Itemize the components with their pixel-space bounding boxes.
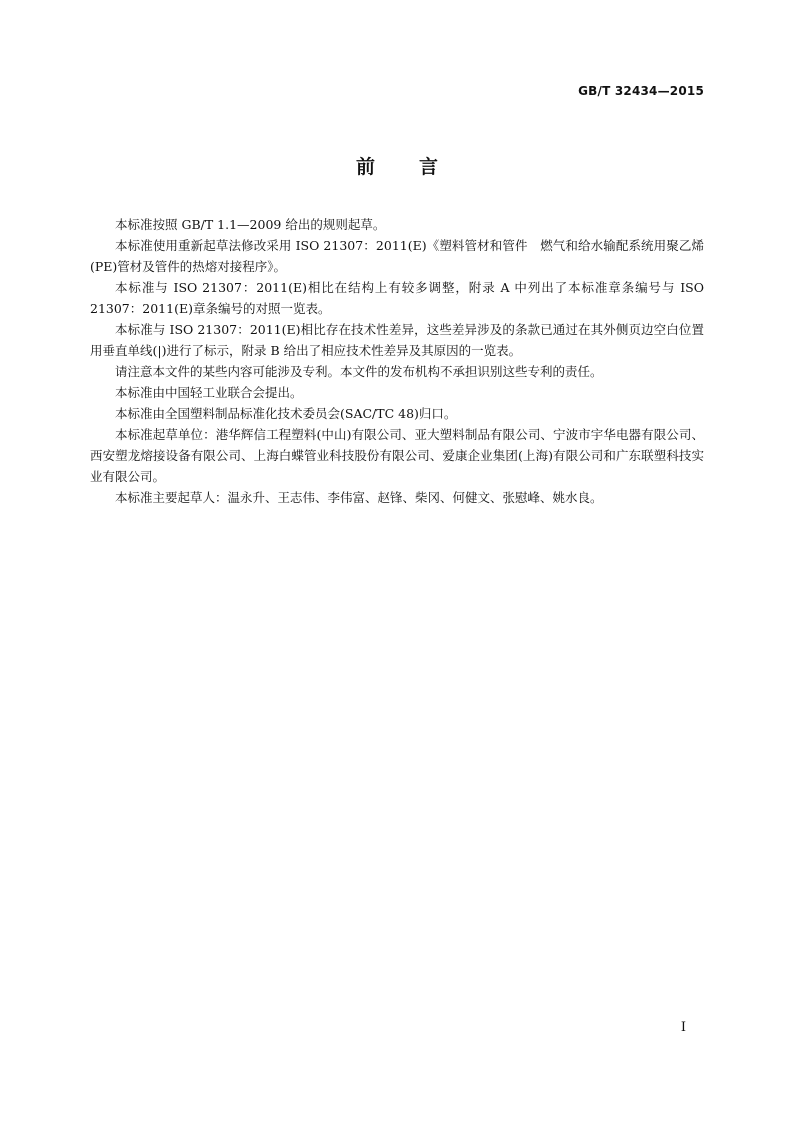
page-number: I: [680, 1020, 686, 1035]
paragraph-technical-differences: 本标准与 ISO 21307：2011(E)相比存在技术性差异，这些差异涉及的条款已通过在其外侧页边空白位置用垂直单线(|)进行了标示，附录 B 给出了相应技术性差异及其原因的一览表。: [90, 322, 704, 358]
page-title: 前言: [355, 156, 482, 178]
paragraph-drafting-rules: 本标准按照 GB/T 1.1—2009 给出的规则起草。: [115, 217, 386, 232]
paragraph-adoption: 本标准使用重新起草法修改采用 ISO 21307：2011(E)《塑料管材和管件 燃气和给水输配系统用聚乙烯(PE)管材及管件的热熔对接程序》。: [90, 238, 704, 274]
paragraph-drafters: 本标准主要起草人：温永升、王志伟、李伟富、赵锋、柴冈、何健文、张慰峰、姚水良。: [115, 490, 603, 505]
paragraph-patent-notice: 请注意本文件的某些内容可能涉及专利。本文件的发布机构不承担识别这些专利的责任。: [115, 364, 603, 379]
paragraph-under-jurisdiction: 本标准由全国塑料制品标准化技术委员会(SAC/TC 48)归口。: [115, 406, 457, 421]
paragraph-proposed-by: 本标准由中国轻工业联合会提出。: [115, 385, 303, 400]
paragraph-drafting-units: 本标准起草单位：港华辉信工程塑料(中山)有限公司、亚大塑料制品有限公司、宁波市宇华电器有限公司、西安塑龙熔接设备有限公司、上海白蝶管业科技股份有限公司、爱康企业集团(上海)有限公司和广东联塑科技实业有限公司。: [90, 427, 704, 484]
paragraph-structure: 本标准与 ISO 21307：2011(E)相比在结构上有较多调整，附录 A 中列出了本标准章条编号与 ISO 21307：2011(E)章条编号的对照一览表。: [90, 280, 704, 316]
standard-number: GB/T 32434—2015: [578, 84, 704, 98]
foreword-body: [90, 214, 704, 508]
